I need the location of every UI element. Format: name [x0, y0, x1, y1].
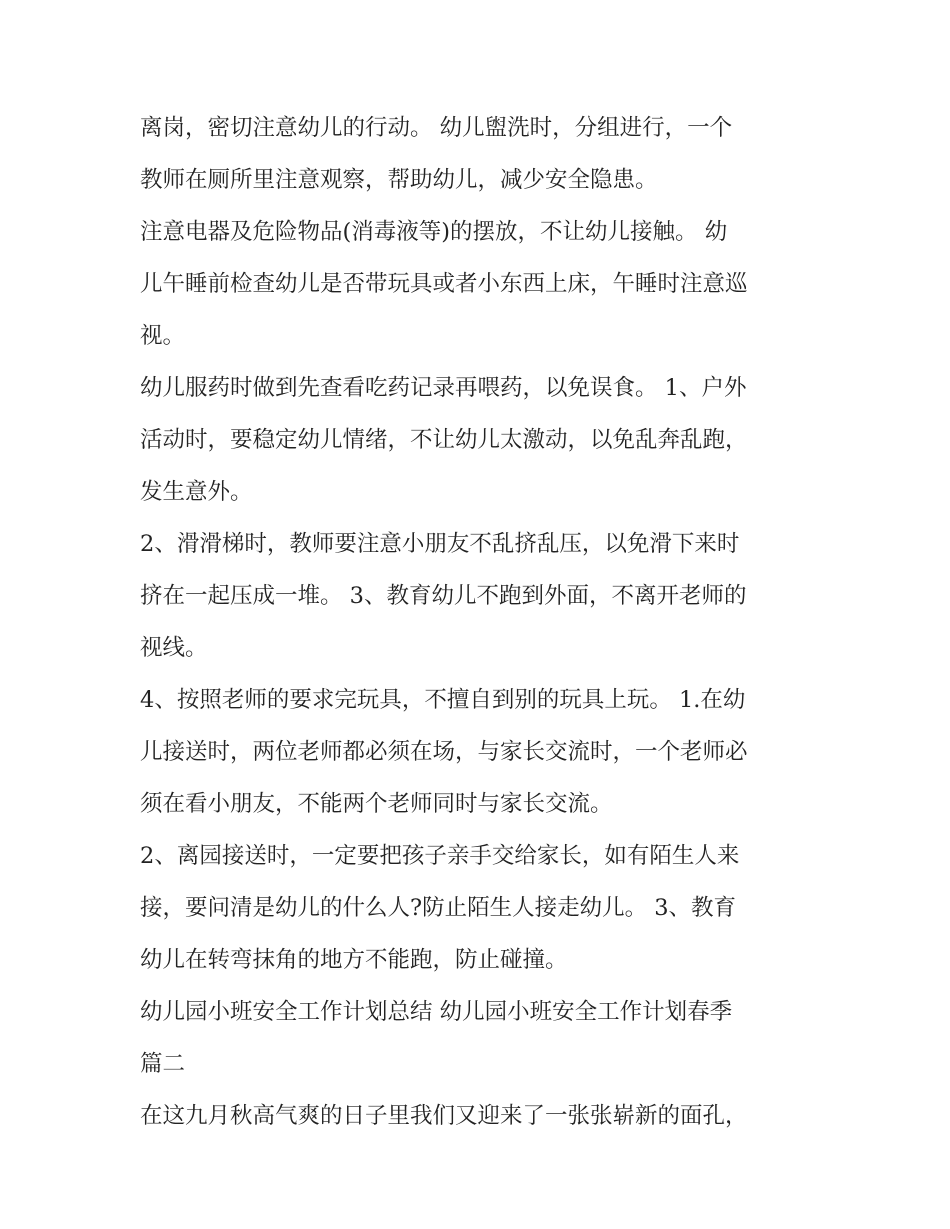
paragraph	[140, 518, 820, 674]
text-line: 儿午睡前检查幼儿是否带玩具或者小东西上床，午睡时注意巡	[140, 271, 748, 297]
text-line: 视线。	[140, 635, 208, 661]
paragraph	[140, 986, 820, 1090]
text-line: 在这九月秋高气爽的日子里我们又迎来了一张张崭新的面孔，	[140, 1103, 748, 1129]
text-line: 接，要问清是幼儿的什么人?防止陌生人接走幼儿。 3、教育	[140, 895, 737, 921]
text-line: 2、滑滑梯时，教师要注意小朋友不乱挤乱压，以免滑下来时	[140, 531, 740, 557]
text-line: 幼儿服药时做到先查看吃药记录再喂药，以免误食。 1、户外	[140, 375, 747, 401]
text-line: 幼儿在转弯抹角的地方不能跑，防止碰撞。	[140, 947, 568, 973]
text-line: 发生意外。	[140, 479, 253, 505]
paragraph	[140, 102, 820, 206]
text-line: 幼儿园小班安全工作计划总结 幼儿园小班安全工作计划春季	[140, 999, 733, 1025]
text-line: 活动时，要稳定幼儿情绪，不让幼儿太激动，以免乱奔乱跑，	[140, 427, 748, 453]
text-line: 视。	[140, 323, 186, 349]
paragraph	[140, 830, 820, 986]
text-line: 离岗，密切注意幼儿的行动。 幼儿盥洗时，分组进行，一个	[140, 115, 733, 141]
text-line: 注意电器及危险物品(消毒液等)的摆放，不让幼儿接触。 幼	[140, 219, 728, 245]
text-line: 2、离园接送时，一定要把孩子亲手交给家长，如有陌生人来	[140, 843, 740, 869]
paragraph	[140, 362, 820, 518]
paragraph	[140, 206, 820, 362]
text-line: 教师在厕所里注意观察，帮助幼儿，减少安全隐患。	[140, 167, 658, 193]
text-line: 篇二	[140, 1051, 186, 1077]
document-body	[140, 102, 820, 1142]
text-line: 儿接送时，两位老师都必须在场，与家长交流时，一个老师必	[140, 739, 748, 765]
text-line: 须在看小朋友，不能两个老师同时与家长交流。	[140, 791, 613, 817]
paragraph	[140, 674, 820, 830]
text-line: 挤在一起压成一堆。 3、教育幼儿不跑到外面，不离开老师的	[140, 583, 747, 609]
paragraph	[140, 1090, 820, 1142]
text-line: 4、按照老师的要求完玩具，不擅自到别的玩具上玩。 1.在幼	[140, 687, 746, 713]
